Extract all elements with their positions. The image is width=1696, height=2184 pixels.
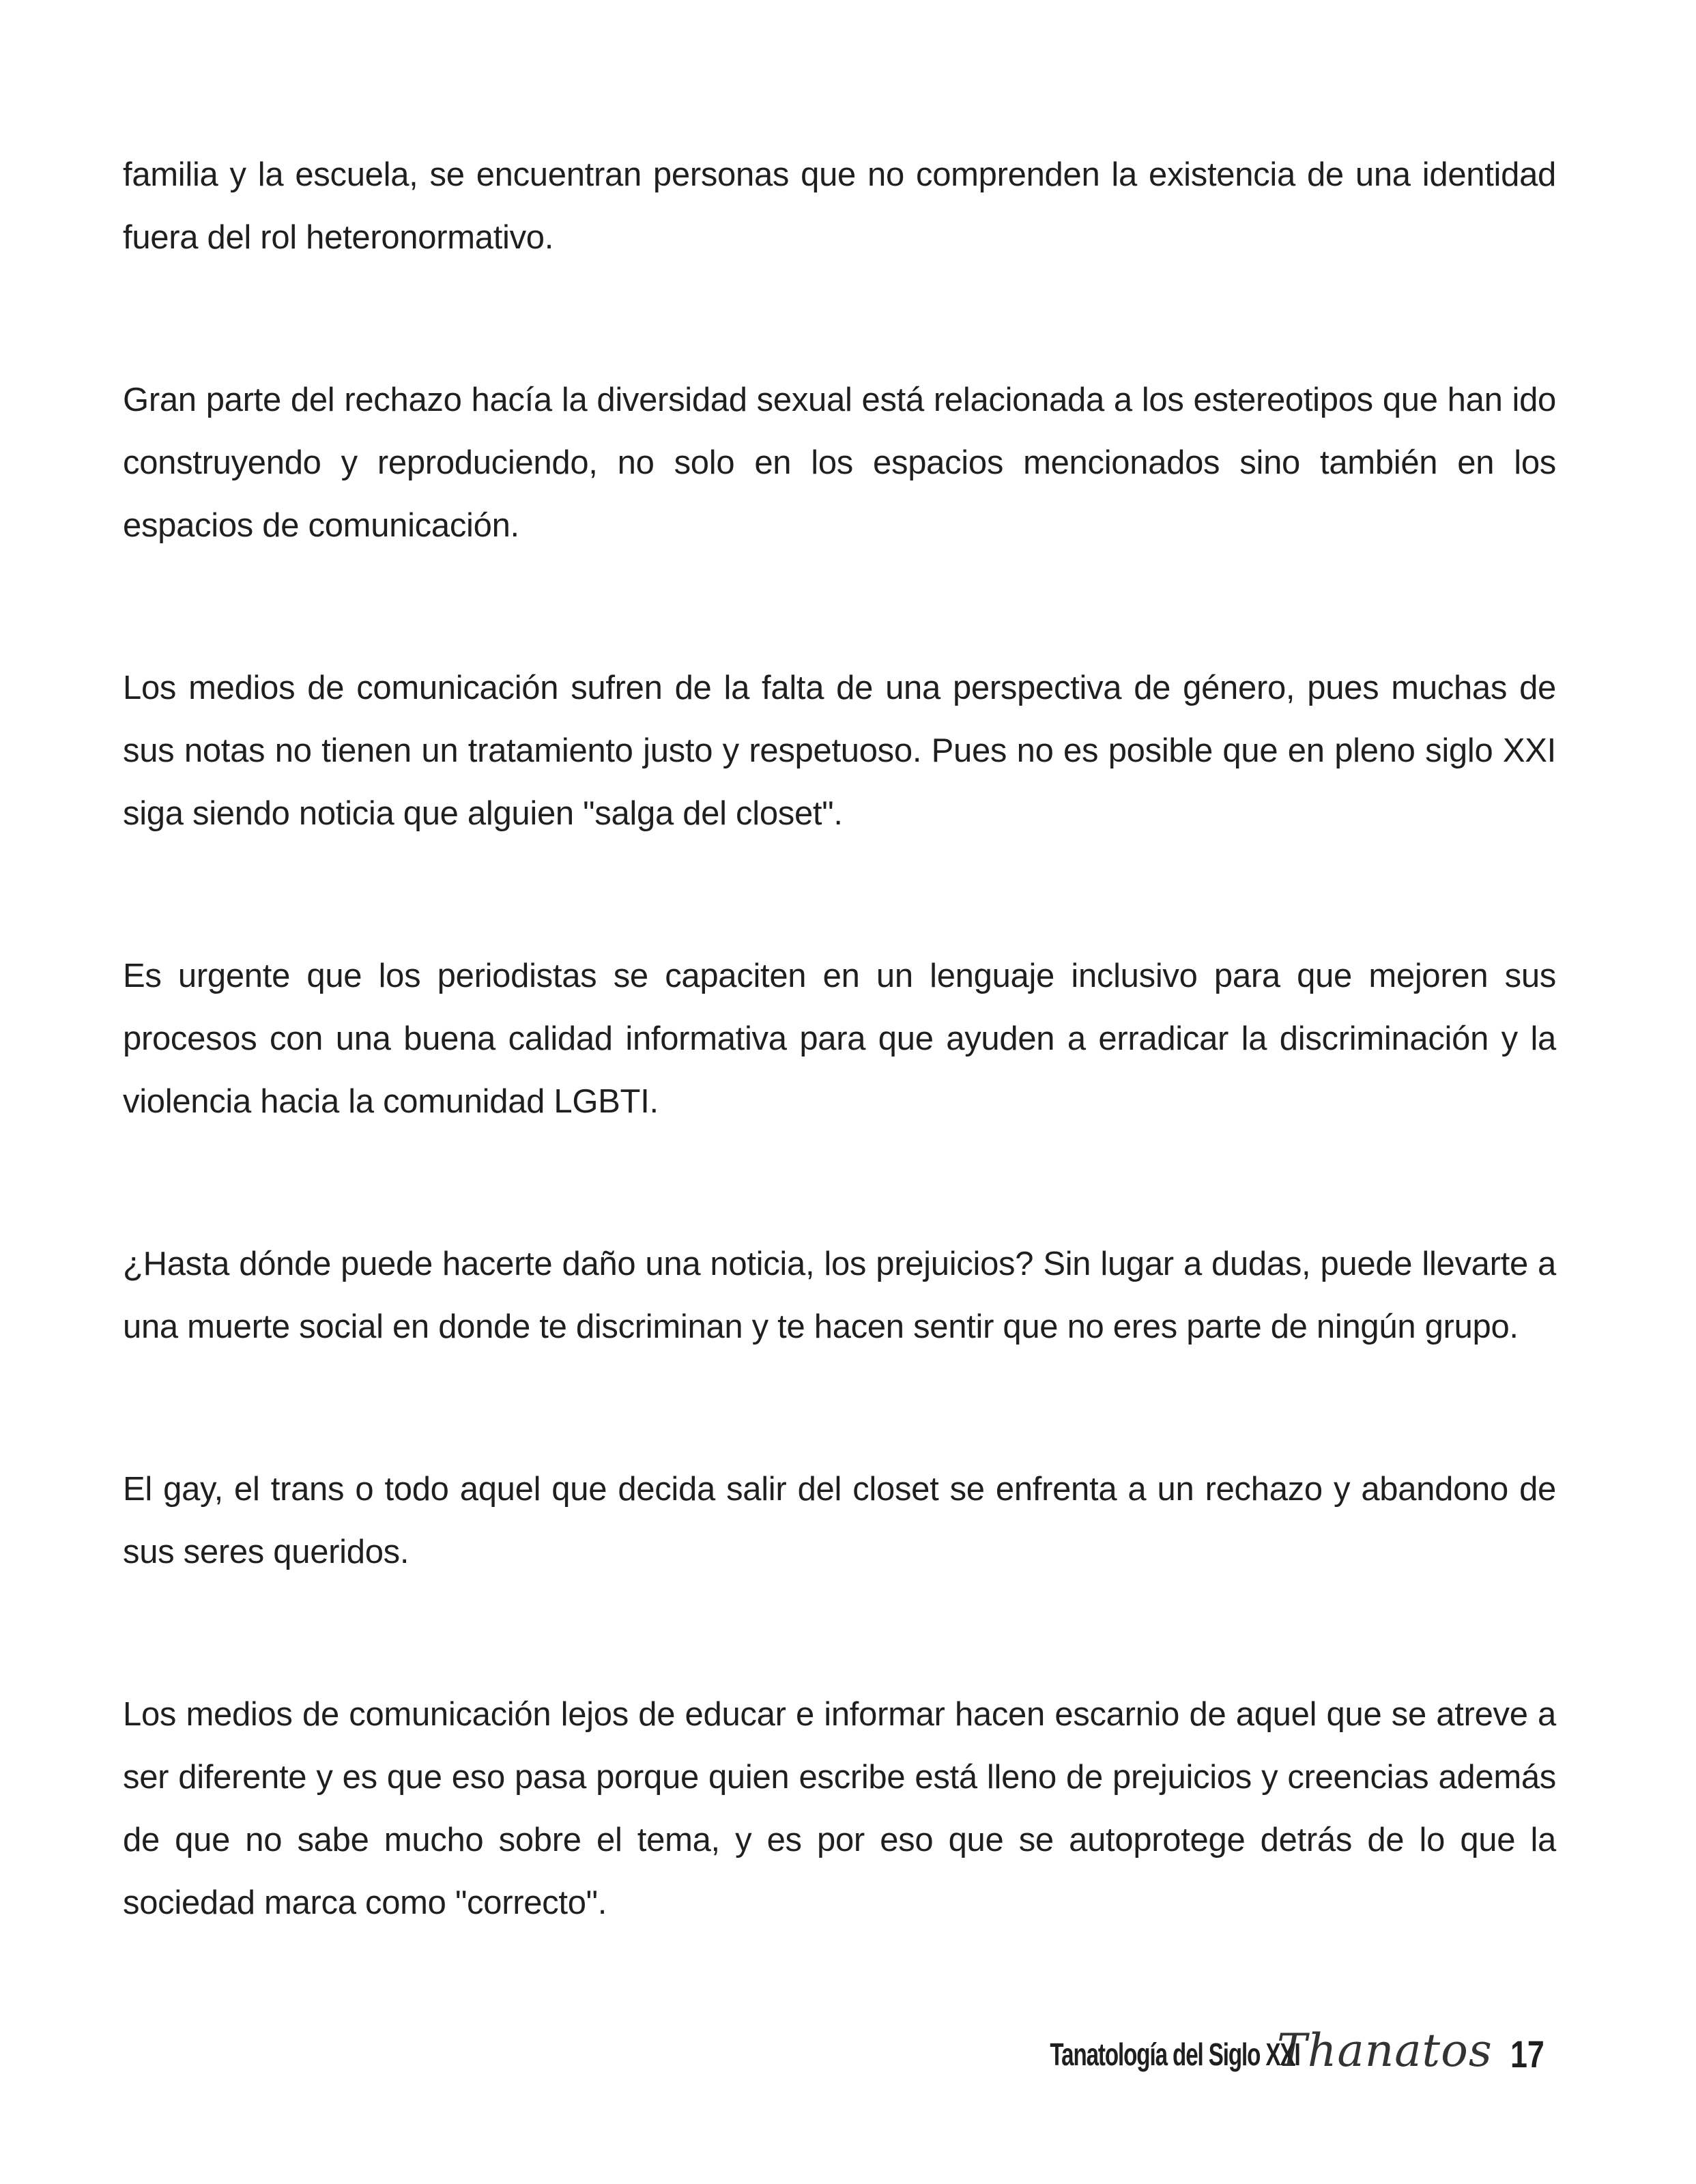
paragraph-7: Los medios de comunicación lejos de educar e informar hacen escarnio de aquel que se atreve a ser diferente y es que eso pasa porque quien escribe está lleno de prejuicios y creencias además de que no sabe mucho sobre el tema, y es por eso que se autoprotege detrás de lo que la sociedad marca como "correcto".: [123, 1696, 1556, 1921]
journal-title: Tanatología del Siglo XXI: [1050, 2037, 1300, 2072]
page-number: 17: [1510, 2032, 1544, 2075]
body-text: [123, 143, 1556, 2034]
paragraph-2: Gran parte del rechazo hacía la diversidad sexual está relacionada a los estereotipos que han ido construyendo y reproduciendo, no solo en los espacios mencionados sino también en los espacios de comunicación.: [123, 382, 1556, 544]
paragraph-5: ¿Hasta dónde puede hacerte daño una noticia, los prejuicios? Sin lugar a dudas, puede llevarte a una muerte social en donde te discriminan y te hacen sentir que no eres parte de ningún grupo.: [123, 1246, 1556, 1345]
paragraph-1: familia y la escuela, se encuentran personas que no comprenden la existencia de una identidad fuera del rol heteronormativo.: [123, 156, 1556, 256]
paragraph-4: Es urgente que los periodistas se capaciten en un lenguaje inclusivo para que mejoren sus procesos con una buena calidad informativa para que ayuden a erradicar la discriminación y la violencia hacia la comunidad LGBTI.: [123, 958, 1556, 1120]
page-footer: [953, 2020, 1553, 2075]
brand-logo: Thanatos: [1276, 2024, 1493, 2077]
paragraph-3: Los medios de comunicación sufren de la falta de una perspectiva de género, pues muchas de sus notas no tienen un tratamiento justo y respetuoso. Pues no es posible que en pleno siglo XXI siga siendo noticia que alguien "salga del closet".: [123, 670, 1556, 832]
paragraph-6: El gay, el trans o todo aquel que decida salir del closet se enfrenta a un rechazo y abandono de sus seres queridos.: [123, 1471, 1556, 1570]
